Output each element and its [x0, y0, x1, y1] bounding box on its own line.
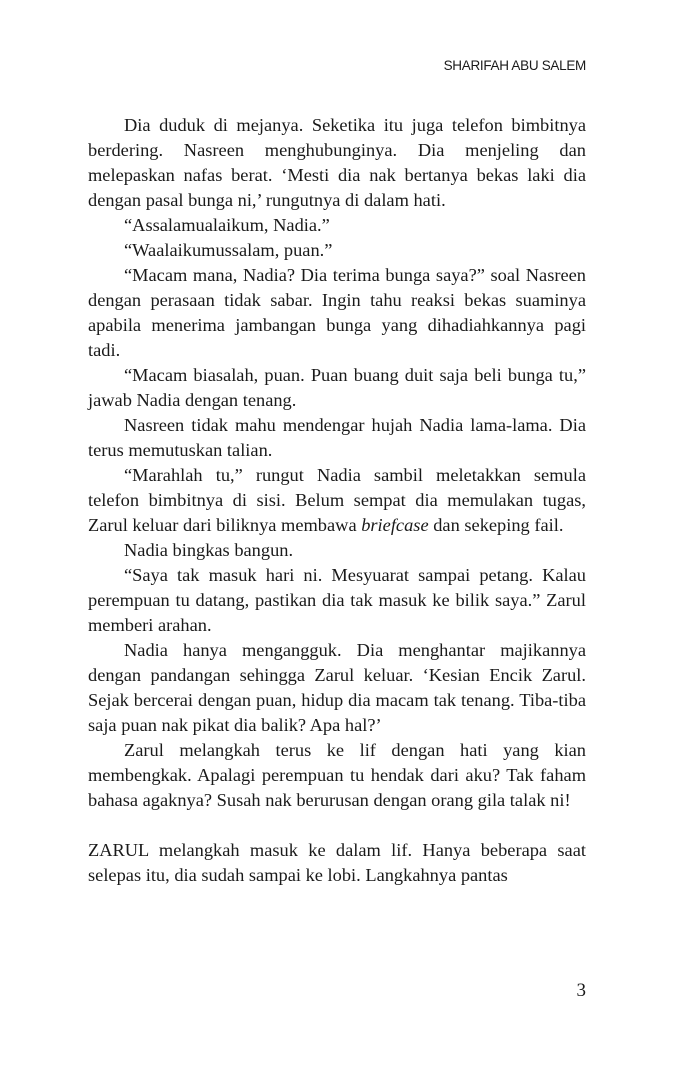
paragraph: “Waalaikumussalam, puan.”	[124, 240, 333, 260]
paragraph: Nadia hanya mengangguk. Dia menghantar majikannya dengan pandangan sehingga Zarul keluar. ‘Kesian Encik Zarul. Sejak bercerai dengan puan, hidup dia macam tak tenang. Tiba-tiba saja puan nak pikat dia balik? Apa hal?’	[88, 640, 586, 735]
paragraph: Nasreen tidak mahu mendengar hujah Nadia lama-lama. Dia terus memutuskan talian.	[88, 415, 586, 460]
paragraph: Zarul melangkah terus ke lif dengan hati yang kian membengkak. Apalagi perempuan tu hendak dari aku? Tak faham bahasa agaknya? Susah nak berurusan dengan orang gila talak ni!	[88, 740, 586, 810]
paragraph: “Macam biasalah, puan. Puan buang duit saja beli bunga tu,” jawab Nadia dengan tenang.	[88, 365, 586, 410]
paragraph-text: dan sekeping fail.	[428, 515, 564, 535]
paragraph-text: “Marahlah tu,” rungut Nadia sambil meletakkan semula telefon bimbitnya di sisi. Belum sempat dia memulakan tugas, Zarul keluar dari biliknya membawa	[88, 465, 586, 535]
page-number: 3	[576, 980, 586, 1001]
paragraph: Nadia bingkas bangun.	[124, 540, 294, 560]
section-start-paragraph: ZARUL melangkah masuk ke dalam lif. Hanya beberapa saat selepas itu, dia sudah sampai ke lobi. Langkahnya pantas	[88, 840, 586, 885]
paragraph: “Assalamualaikum, Nadia.”	[124, 215, 330, 235]
paragraph: “Saya tak masuk hari ni. Mesyuarat sampai petang. Kalau perempuan tu datang, pastikan dia tak masuk ke bilik saya.” Zarul memberi arahan.	[88, 565, 586, 635]
body-text	[88, 113, 586, 888]
paragraph	[88, 463, 586, 538]
paragraph: “Macam mana, Nadia? Dia terima bunga saya?” soal Nasreen dengan perasaan tidak sabar. Ingin tahu reaksi bekas suaminya apabila menerima jambangan bunga yang dihadiahkannya pagi tadi.	[88, 265, 586, 360]
paragraph: Dia duduk di mejanya. Seketika itu juga telefon bimbitnya berdering. Nasreen menghubunginya. Dia menjeling dan melepaskan nafas berat. ‘Mesti dia nak bertanya bekas laki dia dengan pasal bunga ni,’ rungutnya di dalam hati.	[88, 115, 586, 210]
italic-term: briefcase	[361, 515, 429, 535]
running-header: SHARIFAH ABU SALEM	[443, 58, 586, 73]
